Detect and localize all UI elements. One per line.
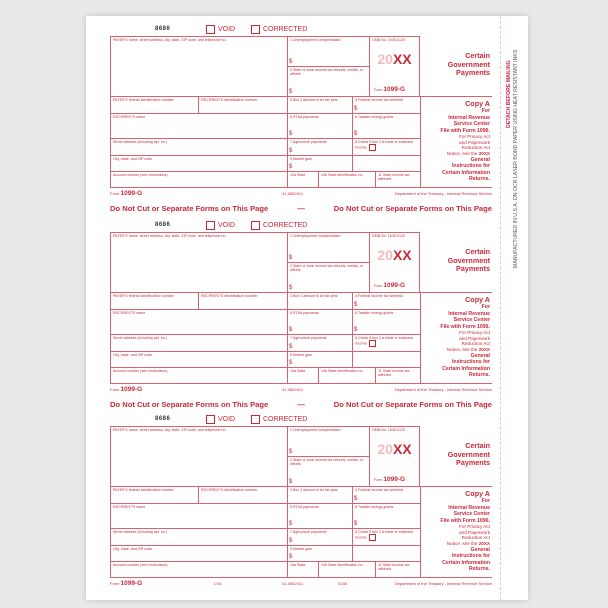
form-code: 8686 bbox=[155, 222, 171, 228]
copy-a-instructions: Copy A For Internal Revenue Service Center File with Form 1096. For Privacy Act and Paperwork Reduction Act Notice, see the 20XX General Instructions for Certain Information Returns. bbox=[440, 489, 490, 573]
box10b-state-id[interactable]: 10b State identification no. bbox=[318, 367, 376, 384]
box10a-state[interactable]: 10a State bbox=[287, 367, 319, 384]
box6-energy-grants[interactable]: 6 Taxable energy grants $ bbox=[352, 309, 421, 335]
form-footer: Form 1099-G 41-0852411 Department of the Treasury - Internal Revenue Service bbox=[110, 386, 492, 393]
form-title: Certain Government Payments bbox=[447, 247, 490, 274]
box1-unemployment[interactable]: 1 Unemployment compensation $ bbox=[287, 232, 370, 263]
recipient-tin-field[interactable]: RECIPIENT'S identification number bbox=[198, 486, 288, 504]
corrected-checkbox[interactable]: CORRECTED bbox=[251, 221, 307, 230]
copy-a-instructions: Copy A For Internal Revenue Service Center File with Form 1096. For Privacy Act and Paperwork Reduction Act Notice, see the 20XX General Instructions for Certain Information Returns. bbox=[440, 99, 490, 183]
detach-notice: DETACH BEFORE MAILING bbox=[506, 60, 512, 128]
box2-state-refunds[interactable]: 2 State or local income tax refunds, credits, or offsets $ bbox=[287, 66, 370, 97]
city-state-zip-field[interactable]: City, state, and ZIP code bbox=[110, 155, 288, 172]
recipient-name-field[interactable]: RECIPIENT'S name bbox=[110, 503, 288, 529]
side-stub bbox=[504, 22, 524, 282]
box11-state-withheld[interactable]: 11 State income tax withheld bbox=[375, 171, 421, 188]
street-address-field[interactable]: Street address (including apt. no.) bbox=[110, 528, 288, 546]
recipient-name-field[interactable]: RECIPIENT'S name bbox=[110, 113, 288, 139]
box3-tax-year[interactable]: 3 Box 2 amount is for tax year bbox=[287, 292, 353, 310]
box4-fed-withheld[interactable]: 4 Federal income tax withheld $ bbox=[352, 486, 421, 504]
box6-energy-grants[interactable]: 6 Taxable energy grants $ bbox=[352, 113, 421, 139]
account-number-field[interactable]: Account number (see instructions) bbox=[110, 561, 288, 578]
payer-name-field[interactable]: PAYER'S name, street address, city, state, ZIP code, and telephone no. bbox=[110, 426, 288, 487]
payer-tin-field[interactable]: PAYER'S federal identification number bbox=[110, 486, 199, 504]
box9-market-gain[interactable]: 9 Market gain $ bbox=[287, 545, 353, 562]
box7-agriculture[interactable]: 7 Agriculture payments $ bbox=[287, 528, 353, 546]
blank-box bbox=[352, 155, 421, 172]
payer-name-field[interactable]: PAYER'S name, street address, city, state, ZIP code, and telephone no. bbox=[110, 232, 288, 293]
box10a-state[interactable]: 10a State bbox=[287, 561, 319, 578]
box8-trade-check[interactable]: 8 Check if box 2 is trade or business income bbox=[352, 138, 421, 156]
box10b-state-id[interactable]: 10b State identification no. bbox=[318, 561, 376, 578]
form-code: 8686 bbox=[155, 416, 171, 422]
box4-fed-withheld[interactable]: 4 Federal income tax withheld $ bbox=[352, 292, 421, 310]
omb-year-box: OMB No. 1545-0120 20XX Form 1099-G bbox=[369, 36, 420, 97]
void-checkbox[interactable]: VOID bbox=[206, 415, 235, 424]
recipient-tin-field[interactable]: RECIPIENT'S identification number bbox=[198, 292, 288, 310]
recipient-name-field[interactable]: RECIPIENT'S name bbox=[110, 309, 288, 335]
street-address-field[interactable]: Street address (including apt. no.) bbox=[110, 138, 288, 156]
perforation-line bbox=[500, 16, 501, 600]
box1-unemployment[interactable]: 1 Unemployment compensation $ bbox=[287, 426, 370, 457]
void-checkbox[interactable]: VOID bbox=[206, 25, 235, 34]
corrected-checkbox[interactable]: CORRECTED bbox=[251, 25, 307, 34]
box2-state-refunds[interactable]: 2 State or local income tax refunds, credits, or offsets $ bbox=[287, 262, 370, 293]
void-checkbox[interactable]: VOID bbox=[206, 221, 235, 230]
box4-fed-withheld[interactable]: 4 Federal income tax withheld $ bbox=[352, 96, 421, 114]
box5-rtaa[interactable]: 5 RTAA payments $ bbox=[287, 503, 353, 529]
form-title: Certain Government Payments bbox=[447, 441, 490, 468]
box5-rtaa[interactable]: 5 RTAA payments $ bbox=[287, 113, 353, 139]
box7-agriculture[interactable]: 7 Agriculture payments $ bbox=[287, 334, 353, 352]
box11-state-withheld[interactable]: 11 State income tax withheld bbox=[375, 561, 421, 578]
box9-market-gain[interactable]: 9 Market gain $ bbox=[287, 351, 353, 368]
box9-market-gain[interactable]: 9 Market gain $ bbox=[287, 155, 353, 172]
form-title: Certain Government Payments bbox=[447, 51, 490, 78]
city-state-zip-field[interactable]: City, state, and ZIP code bbox=[110, 545, 288, 562]
payer-tin-field[interactable]: PAYER'S federal identification number bbox=[110, 96, 199, 114]
box8-trade-check[interactable]: 8 Check if box 2 is trade or business income bbox=[352, 334, 421, 352]
do-not-cut-warning: Do Not Cut or Separate Forms on This Page — Do Not Cut or Separate Forms on This Page bbox=[110, 400, 492, 409]
account-number-field[interactable]: Account number (see instructions) bbox=[110, 367, 288, 384]
box10a-state[interactable]: 10a State bbox=[287, 171, 319, 188]
box10b-state-id[interactable]: 10b State identification no. bbox=[318, 171, 376, 188]
box2-state-refunds[interactable]: 2 State or local income tax refunds, credits, or offsets $ bbox=[287, 456, 370, 487]
box6-energy-grants[interactable]: 6 Taxable energy grants $ bbox=[352, 503, 421, 529]
blank-box bbox=[352, 351, 421, 368]
box8-trade-check[interactable]: 8 Check if box 2 is trade or business income bbox=[352, 528, 421, 546]
corrected-checkbox[interactable]: CORRECTED bbox=[251, 415, 307, 424]
city-state-zip-field[interactable]: City, state, and ZIP code bbox=[110, 351, 288, 368]
form-footer: Form 1099-G 41-0852411 Department of the Treasury - Internal Revenue Service bbox=[110, 190, 492, 197]
payer-tin-field[interactable]: PAYER'S federal identification number bbox=[110, 292, 199, 310]
form-footer: Form 1099-G LSA 41-0852411 5156 Department of the Treasury - Internal Revenue Service bbox=[110, 580, 492, 587]
box1-unemployment[interactable]: 1 Unemployment compensation $ bbox=[287, 36, 370, 67]
blank-box bbox=[352, 545, 421, 562]
manufacture-notice: MANUFACTURED IN U.S.A. ON OCR LASER BOND PAPER USING HEAT RESISTANT INKS bbox=[513, 49, 519, 268]
omb-year-box: OMB No. 1545-0120 20XX Form 1099-G bbox=[369, 426, 420, 487]
form-code: 8686 bbox=[155, 26, 171, 32]
box11-state-withheld[interactable]: 11 State income tax withheld bbox=[375, 367, 421, 384]
box7-agriculture[interactable]: 7 Agriculture payments $ bbox=[287, 138, 353, 156]
do-not-cut-warning: Do Not Cut or Separate Forms on This Page — Do Not Cut or Separate Forms on This Page bbox=[110, 204, 492, 213]
copy-a-instructions: Copy A For Internal Revenue Service Center File with Form 1096. For Privacy Act and Paperwork Reduction Act Notice, see the 20XX General Instructions for Certain Information Returns. bbox=[440, 295, 490, 379]
box3-tax-year[interactable]: 3 Box 2 amount is for tax year bbox=[287, 96, 353, 114]
box3-tax-year[interactable]: 3 Box 2 amount is for tax year bbox=[287, 486, 353, 504]
tax-form-page bbox=[86, 16, 528, 600]
payer-name-field[interactable]: PAYER'S name, street address, city, state, ZIP code, and telephone no. bbox=[110, 36, 288, 97]
omb-year-box: OMB No. 1545-0120 20XX Form 1099-G bbox=[369, 232, 420, 293]
recipient-tin-field[interactable]: RECIPIENT'S identification number bbox=[198, 96, 288, 114]
account-number-field[interactable]: Account number (see instructions) bbox=[110, 171, 288, 188]
street-address-field[interactable]: Street address (including apt. no.) bbox=[110, 334, 288, 352]
box5-rtaa[interactable]: 5 RTAA payments $ bbox=[287, 309, 353, 335]
